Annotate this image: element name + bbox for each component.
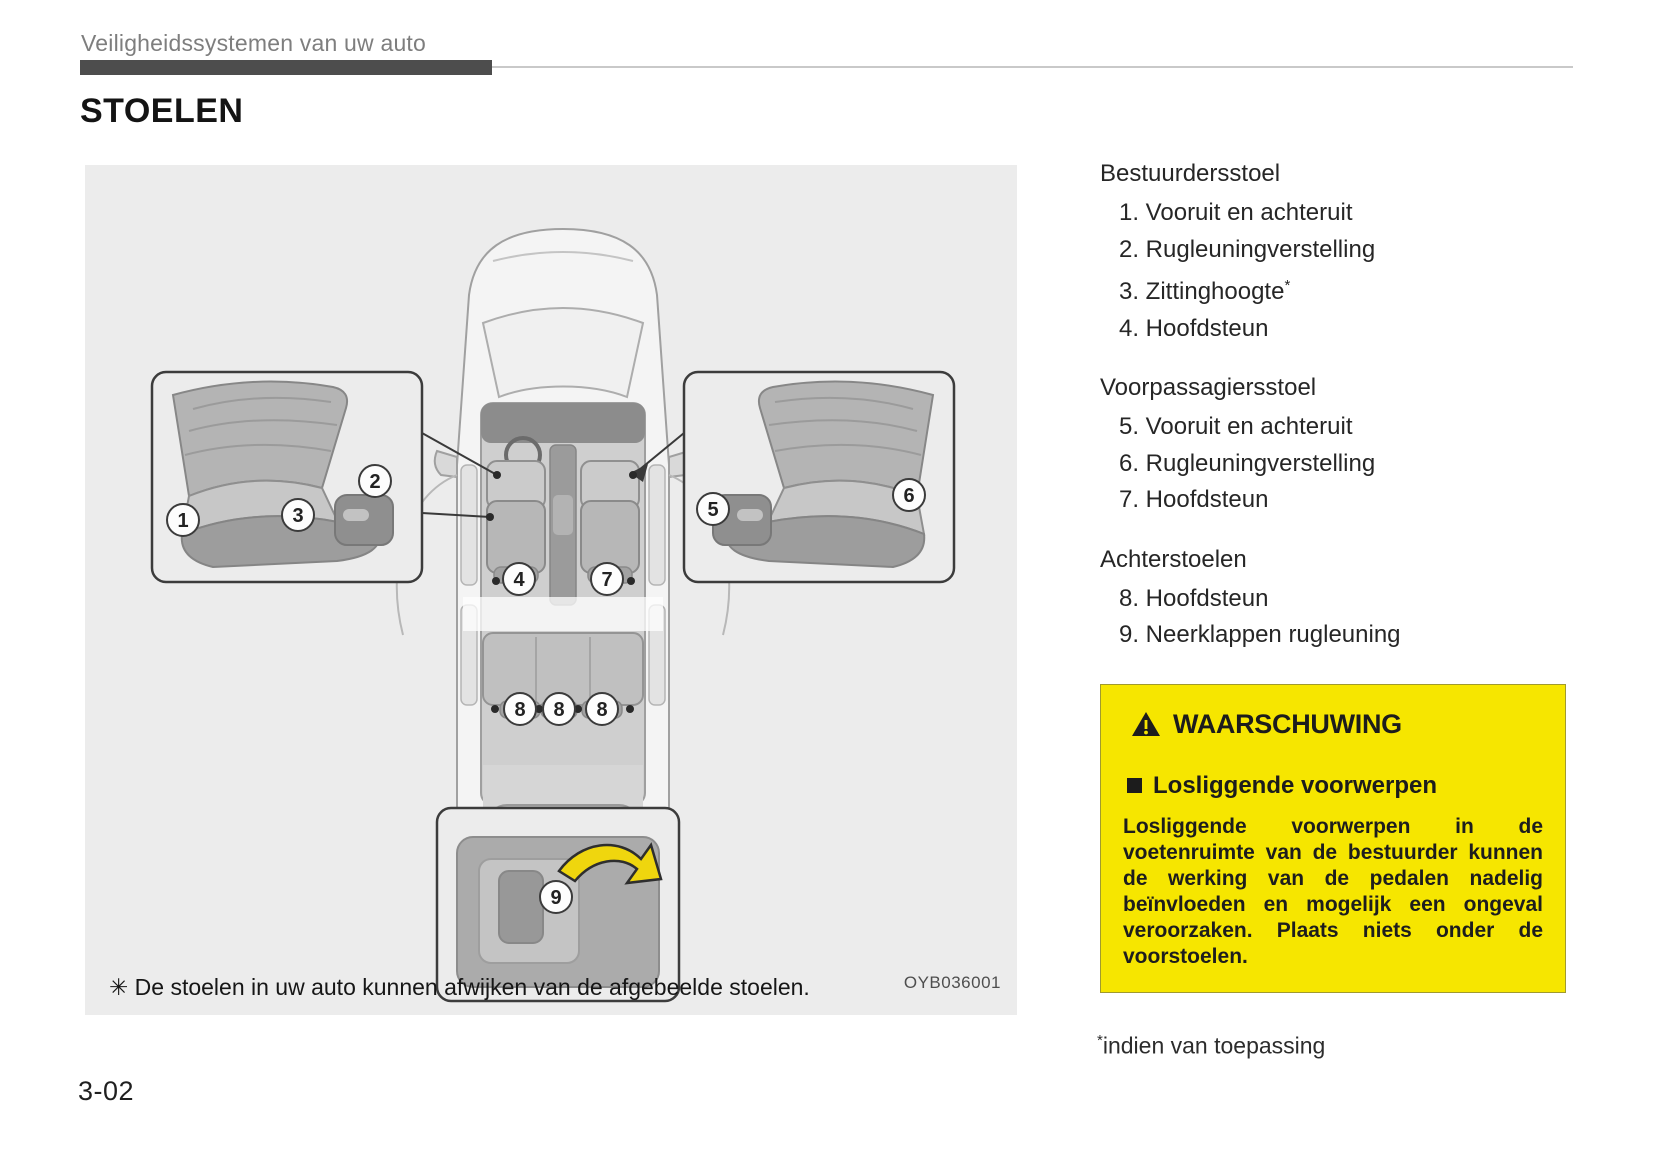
seat-item: 8. Hoofdsteun bbox=[1119, 584, 1269, 612]
callout-6 bbox=[893, 479, 925, 511]
square-bullet-icon bbox=[1127, 778, 1142, 793]
footnote: *indien van toepassing bbox=[1097, 1032, 1326, 1059]
seat-section-heading: Voorpassagiersstoel bbox=[1100, 374, 1317, 401]
windshield bbox=[483, 308, 643, 397]
callout-1 bbox=[167, 504, 199, 536]
warning-body: Losliggende voorwerpen in de voetenruimte van de bestuurder kunnen de werking van de pedalen nadelig beïnvloeden en mogelijk een ongeval veroorzaken. Plaats niets onder de voorstoelen. bbox=[1123, 814, 1543, 968]
seat-sections bbox=[1100, 160, 1566, 654]
seat-item: 1. Vooruit en achteruit bbox=[1119, 199, 1353, 226]
seat-diagram-figure bbox=[85, 165, 1017, 1015]
warning-title: WAARSCHUWING bbox=[1173, 708, 1402, 739]
warning-header bbox=[1131, 709, 1543, 740]
seat-item: 7. Hoofdsteun bbox=[1119, 486, 1269, 513]
warning-subtitle-row bbox=[1127, 772, 1543, 800]
warning-subtitle: Losliggende voorwerpen bbox=[1153, 771, 1438, 799]
callout-5 bbox=[697, 493, 729, 525]
svg-text:3: 3 bbox=[292, 505, 304, 527]
svg-text:7: 7 bbox=[601, 569, 613, 591]
seat-item: 5. Vooruit en achteruit bbox=[1119, 413, 1353, 440]
svg-text:8: 8 bbox=[553, 699, 565, 721]
right-column bbox=[1100, 160, 1566, 993]
callout-4 bbox=[503, 563, 535, 595]
seat-item: 3. Zittinghoogte* bbox=[1119, 277, 1291, 305]
chapter-header: Veiligheidssystemen van uw auto bbox=[81, 30, 427, 56]
seat-item: 6. Rugleuningverstelling bbox=[1119, 449, 1376, 477]
figure-caption: ✳ De stoelen in uw auto kunnen afwijken van de afgebeelde stoelen. bbox=[109, 974, 810, 1000]
passenger-seat-inset bbox=[684, 372, 954, 582]
seat-section bbox=[1100, 160, 1566, 347]
seat-item: 2. Rugleuningverstelling bbox=[1119, 235, 1376, 263]
svg-text:5: 5 bbox=[707, 499, 719, 521]
seat-section-heading: Bestuurdersstoel bbox=[1100, 160, 1281, 187]
svg-text:9: 9 bbox=[550, 887, 562, 909]
rear-deck bbox=[483, 765, 643, 809]
callout-7 bbox=[591, 563, 623, 595]
left-mirror bbox=[435, 451, 457, 477]
footnote-asterisk: * bbox=[1097, 1032, 1103, 1049]
svg-text:8: 8 bbox=[514, 699, 526, 721]
warning-box bbox=[1100, 684, 1566, 993]
page-title: STOELEN bbox=[80, 92, 244, 130]
seat-item: 4. Hoofdsteun bbox=[1119, 314, 1269, 342]
svg-text:6: 6 bbox=[903, 485, 915, 507]
warning-triangle-icon bbox=[1131, 711, 1161, 737]
seat-item: 9. Neerklappen rugleuning bbox=[1119, 621, 1401, 648]
svg-text:2: 2 bbox=[369, 471, 381, 493]
page-number: 3-02 bbox=[78, 1076, 135, 1106]
callout-8 bbox=[586, 693, 618, 725]
seat-section bbox=[1100, 546, 1566, 654]
header-underline-bar bbox=[80, 60, 492, 75]
callout-9 bbox=[540, 881, 572, 913]
header-rule-line bbox=[492, 66, 1573, 68]
svg-text:4: 4 bbox=[513, 569, 525, 591]
figure-image-code: OYB036001 bbox=[903, 973, 1001, 992]
dashboard bbox=[481, 403, 645, 443]
seat-section bbox=[1100, 374, 1566, 519]
callout-8 bbox=[543, 693, 575, 725]
caption-note-icon: ✳ bbox=[109, 974, 129, 1000]
callout-2 bbox=[359, 465, 391, 497]
car-top-view-diagram bbox=[85, 165, 1017, 1015]
svg-text:8: 8 bbox=[596, 699, 608, 721]
callout-8 bbox=[504, 693, 536, 725]
svg-text:1: 1 bbox=[177, 510, 189, 532]
seat-section-heading: Achterstoelen bbox=[1100, 545, 1247, 573]
callout-3 bbox=[282, 499, 314, 531]
